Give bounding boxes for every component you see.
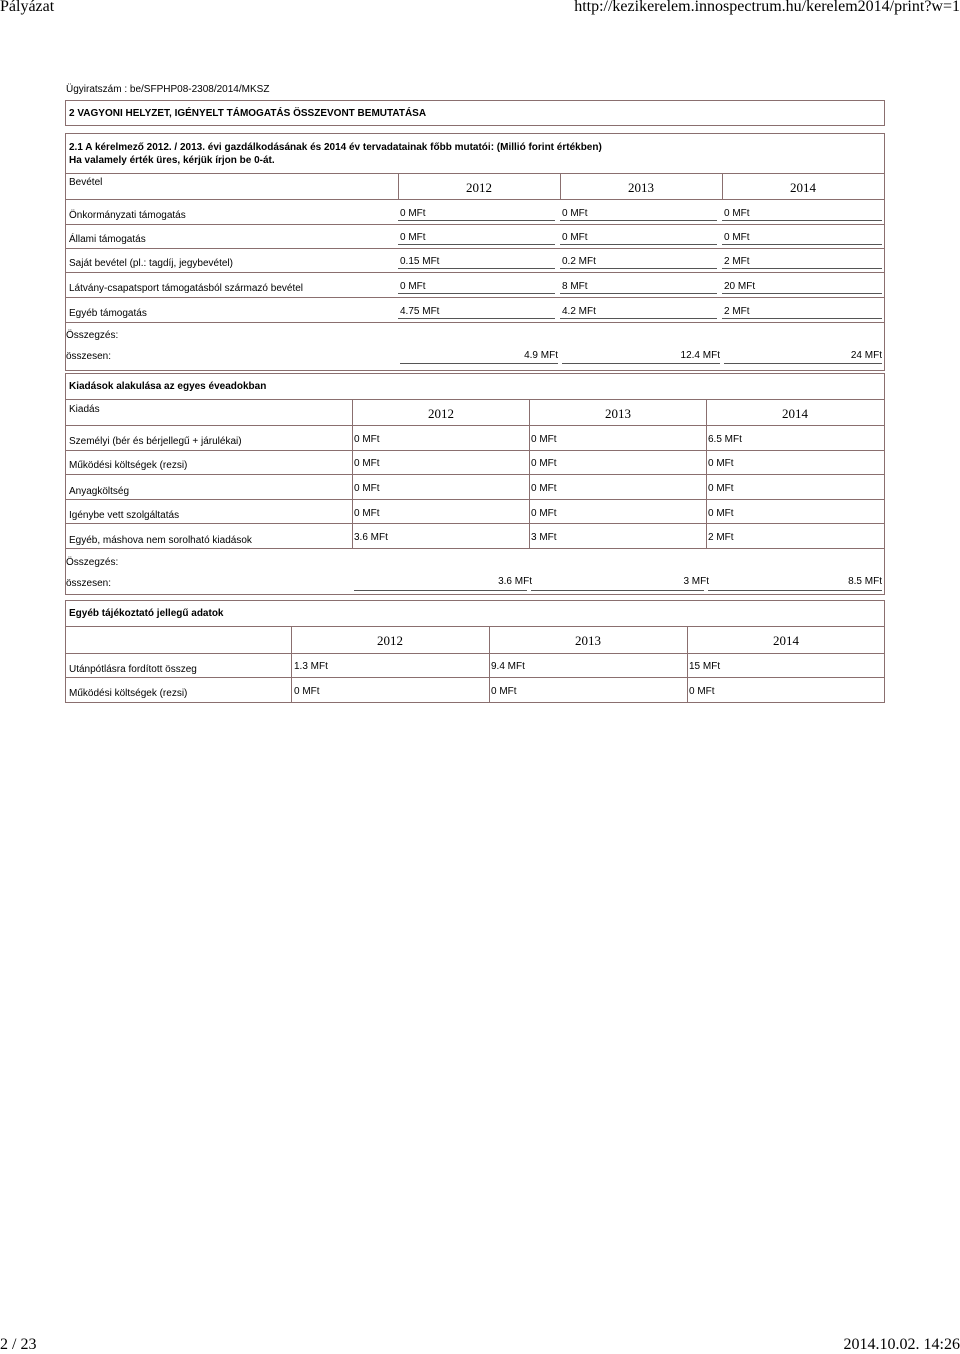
- income-header-label: Bevétel: [69, 177, 103, 188]
- expense-value: 0 MFt: [531, 434, 557, 445]
- expense-value: 0 MFt: [708, 458, 734, 469]
- other-year-2014: 2014: [773, 633, 799, 648]
- expense-value: 0 MFt: [531, 458, 557, 469]
- other-value: 1.3 MFt: [294, 661, 328, 672]
- income-value: 0 MFt: [724, 208, 750, 219]
- income-value: 2 MFt: [724, 256, 750, 267]
- income-total: 24 MFt: [850, 350, 882, 361]
- income-value: 20 MFt: [724, 281, 756, 292]
- expense-value: 3 MFt: [531, 532, 557, 543]
- other-value: 9.4 MFt: [491, 661, 525, 672]
- expense-value: 0 MFt: [531, 483, 557, 494]
- income-value: 4.2 MFt: [562, 306, 596, 317]
- other-title: Egyéb tájékoztató jellegű adatok: [69, 608, 224, 619]
- income-total: 4.9 MFt: [524, 350, 558, 361]
- print-page-counter: 2 / 23: [0, 1336, 37, 1353]
- print-page-title: Pályázat: [0, 0, 55, 15]
- other-value: 0 MFt: [689, 686, 715, 697]
- print-timestamp: 2014.10.02. 14:26: [843, 1336, 960, 1353]
- expense-value: 6.5 MFt: [708, 434, 742, 445]
- income-row-label: Állami támogatás: [69, 234, 146, 245]
- income-row-label: Látvány-csapatsport támogatásból származó bevétel: [69, 283, 304, 294]
- income-value: 0.2 MFt: [562, 256, 596, 267]
- expense-value: 0 MFt: [354, 434, 380, 445]
- income-value: 0 MFt: [562, 232, 588, 243]
- income-year-2012: 2012: [466, 180, 492, 195]
- other-row-label: Működési költségek (rezsi): [69, 688, 188, 699]
- expense-value: 0 MFt: [531, 508, 557, 519]
- income-value: 0 MFt: [724, 232, 750, 243]
- section-title: 2 VAGYONI HELYZET, IGÉNYELT TÁMOGATÁS ÖSSZEVONT BEMUTATÁSA: [69, 108, 427, 119]
- income-value: 0 MFt: [400, 281, 426, 292]
- income-row-label: Önkormányzati támogatás: [69, 210, 186, 221]
- expense-value: 0 MFt: [354, 483, 380, 494]
- expense-total: 3.6 MFt: [498, 576, 532, 587]
- expense-total-label: összesen:: [66, 578, 112, 589]
- income-value: 2 MFt: [724, 306, 750, 317]
- income-value: 4.75 MFt: [400, 306, 440, 317]
- other-year-2012: 2012: [377, 633, 403, 648]
- expense-value: 0 MFt: [708, 508, 734, 519]
- income-value: 0 MFt: [400, 232, 426, 243]
- income-section: [65, 133, 885, 371]
- expense-total: 8.5 MFt: [848, 576, 882, 587]
- income-total: 12.4 MFt: [680, 350, 720, 361]
- intro-line-1: 2.1 A kérelmező 2012. / 2013. évi gazdálkodásának és 2014 év tervadatainak főbb mutatói: (Millió forint értékben): [69, 142, 602, 153]
- expense-summary-label: Összegzés:: [66, 557, 119, 568]
- expense-title: Kiadások alakulása az egyes éveadokban: [69, 381, 267, 392]
- income-value: 0 MFt: [562, 208, 588, 219]
- expense-value: 0 MFt: [354, 508, 380, 519]
- income-total-label: összesen:: [66, 351, 112, 362]
- expense-row-label: Működési költségek (rezsi): [69, 460, 188, 471]
- expense-year-2014: 2014: [782, 406, 808, 421]
- case-number: Ügyiratszám : be/SFPHP08-2308/2014/MKSZ: [66, 84, 270, 95]
- expense-row-label: Személyi (bér és bérjellegű + járulékai): [69, 436, 242, 447]
- expense-value: 3.6 MFt: [354, 532, 388, 543]
- other-value: 15 MFt: [689, 661, 721, 672]
- income-year-2014: 2014: [790, 180, 816, 195]
- other-row-label: Utánpótlásra fordított összeg: [69, 664, 197, 675]
- income-value: 8 MFt: [562, 281, 588, 292]
- expense-year-2012: 2012: [428, 406, 454, 421]
- income-value: 0 MFt: [400, 208, 426, 219]
- income-year-2013: 2013: [628, 180, 654, 195]
- expense-year-2013: 2013: [605, 406, 631, 421]
- expense-total: 3 MFt: [683, 576, 709, 587]
- other-value: 0 MFt: [491, 686, 517, 697]
- expense-row-label: Igénybe vett szolgáltatás: [69, 510, 180, 521]
- print-page-url: http://kezikerelem.innospectrum.hu/kerelem2014/print?w=1: [574, 0, 960, 15]
- income-value: 0.15 MFt: [400, 256, 440, 267]
- expense-value: 0 MFt: [354, 458, 380, 469]
- income-row-label: Egyéb támogatás: [69, 308, 147, 319]
- expense-value: 0 MFt: [708, 483, 734, 494]
- expense-header-label: Kiadás: [69, 404, 100, 415]
- income-summary-label: Összegzés:: [66, 330, 119, 341]
- expense-value: 2 MFt: [708, 532, 734, 543]
- intro-line-2: Ha valamely érték üres, kérjük írjon be 0-át.: [69, 155, 275, 166]
- expense-section: [65, 373, 885, 595]
- other-year-2013: 2013: [575, 633, 601, 648]
- expense-row-label: Anyagköltség: [69, 486, 130, 497]
- income-row-label: Saját bevétel (pl.: tagdíj, jegybevétel): [69, 258, 233, 269]
- expense-row-label: Egyéb, máshova nem sorolható kiadások: [69, 535, 252, 546]
- other-value: 0 MFt: [294, 686, 320, 697]
